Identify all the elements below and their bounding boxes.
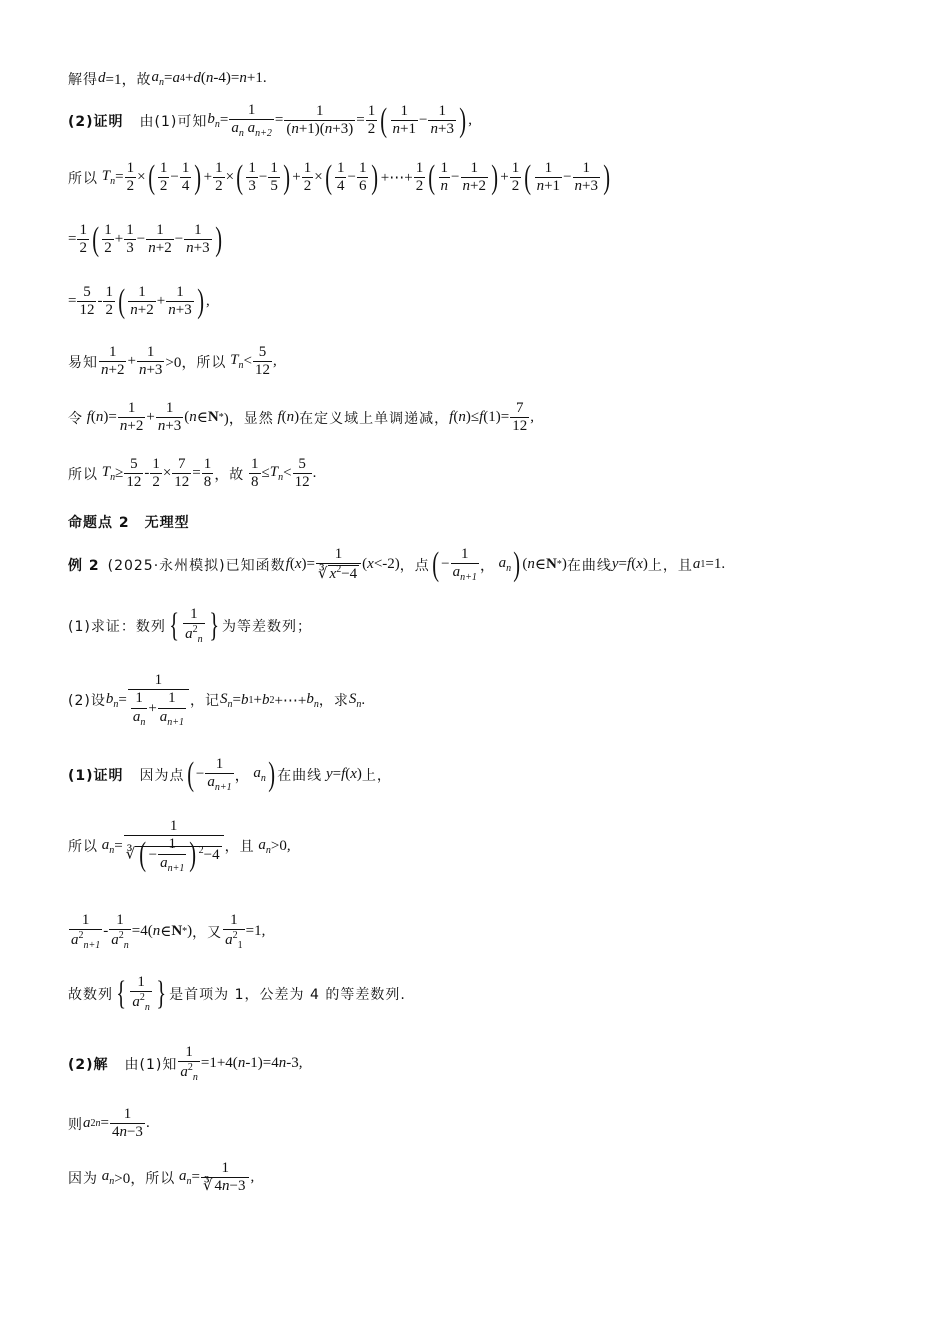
text: 在曲线: [566, 557, 612, 574]
text: 在定义域上单调递减，: [299, 410, 450, 427]
text: 故: [229, 466, 245, 483]
text: ，求: [318, 693, 349, 709]
math-line: 所以 $a_n$ = 1 ∛ ( − $\frac{1}{a_{n+1}}$ ) $^2$−4 ，且 $a_n$ >0,: [68, 818, 291, 874]
part-label: (2)解: [68, 1056, 109, 1073]
text: (2025·永州模拟)已知函数: [107, 557, 286, 574]
text: 则: [68, 1116, 83, 1133]
text: 所以: [68, 466, 98, 483]
text: 所以: [68, 170, 98, 187]
math-line: 令 f ( n )= $\frac{1}{n+2}$ + $\frac{1}{n+3}$ ( n ∈ N * )， 显然 f ( n ) 在定义域上单调递减， f ( n )≤ f (1)= $\frac{7}{12}$ ,: [68, 400, 534, 435]
math-line: (1)证明 因为点 ( − $\frac{1}{a_{n+1}}$ ， $a_n$ ) 在曲线 y = f ( x ) 上，: [68, 755, 392, 794]
math-line: 所以 $T_n$ = $\frac{1}{2}$ × ( $\frac{1}{2}$ − $\frac{1}{4}$ ) + $\frac{1}{2}$ × ( $\frac{1}{3}$ − $\frac{1}{5}$ ) + $\frac{1}{2}$ × ( $\frac{1}{4}$ − $\frac{1}{6}$ ) +⋯+ $\frac{1}{2}$ ( $\frac{1}{n}$ − $\frac{1}{n+2}$ ) + $\frac{1}{2}$ ( $\frac{1}{n+1}$ − $\frac{1}{n+3}$ ): [68, 158, 611, 196]
math-line: 故数列 { $\frac{1}{a^2_n}$ } 是首项为 1，公差为 4 的等差数列.: [68, 974, 406, 1014]
text: 为等差数列；: [222, 618, 312, 635]
text: 由(1)知: [124, 1056, 178, 1073]
text: 数列: [135, 618, 166, 635]
text: ，又: [192, 924, 223, 941]
text: 令: [68, 410, 83, 427]
text: ，且: [224, 839, 255, 855]
text: 因为点: [139, 767, 185, 784]
text: 易知: [68, 354, 98, 371]
text: (1)求证：: [68, 618, 136, 635]
part-label: (1)证明: [68, 767, 124, 784]
text: ，点: [399, 557, 430, 574]
text: 上，: [361, 767, 392, 784]
math-line: (2)解 由(1)知 $\frac{1}{a^2_n}$ =1+4( n -1)=4 n -3,: [68, 1044, 303, 1084]
text: 因为: [68, 1170, 98, 1187]
section-title: 命题点 2 无理型: [68, 515, 190, 531]
text: 所以: [196, 354, 227, 371]
text: 所以: [68, 839, 98, 855]
math-line: (2)证明 由(1)可知 $b_n$ = $\frac{1}{a_n a_{n+2}}$ = $\frac{1}{(n+1)(n+3)}$ = $\frac{1}{2}$ ( $\frac{1}{n+1}$ − $\frac{1}{n+3}$ ) ,: [68, 101, 473, 140]
math-line: (1)求证： 数列 { $\frac{1}{a^2_n}$ } 为等差数列；: [68, 606, 312, 646]
text: 是首项为 1，公差为 4 的等差数列.: [169, 986, 406, 1003]
text: 所以: [145, 1170, 176, 1187]
text: 显然: [243, 410, 274, 427]
text: 故数列: [68, 986, 113, 1003]
text: ，记: [190, 693, 221, 709]
math-line: = $\frac{5}{12}$ - $\frac{1}{2}$ ( $\frac{1}{n+2}$ + $\frac{1}{n+3}$ ) ,: [68, 282, 210, 320]
math-line: = $\frac{1}{2}$ ( $\frac{1}{2}$ + $\frac{1}{3}$ − $\frac{1}{n+2}$ − $\frac{1}{n+3}$ ): [68, 220, 222, 258]
text: 由(1)可知: [139, 113, 208, 130]
math-line: 所以 $T_n$ ≥ $\frac{5}{12}$ - $\frac{1}{2}$ × $\frac{7}{12}$ = $\frac{1}{8}$ ， 故 $\frac{1}{8}$ ≤ $T_n$ < $\frac{5}{12}$ .: [68, 456, 317, 491]
text: 上，且: [647, 557, 693, 574]
math-line: 则 a 2 n = $\frac{1}{4n-3}$ .: [68, 1106, 150, 1141]
example-label: 例 2: [68, 557, 100, 574]
text-line: 解得 d =1， 故 $a_n$ = a 4 + d ( n -4)= n +1.: [68, 69, 267, 88]
math-line: $\frac{1}{a^2_{n+1}}$ - $\frac{1}{a^2_n}$ =4( n ∈ N * ) ，又 $\frac{1}{a^2_1}$ =1,: [71, 912, 266, 952]
math-line: (2)设 $b_n$ = 1 $\frac{1}{a_n}$ + $\frac{1}{a_{n+1}}$ ，记 $S_n$ = b 1 + b 2 +⋯+ $b_n$ ，求 $S_n$ .: [68, 672, 366, 728]
math-line: 例 2 (2025·永州模拟)已知函数 f ( x )= $\frac{1}{∛ x^2-4}$ ( x <-2) ，点 ( − $\frac{1}{a_{n+1}}$ ， $a_n$ ) ( n ∈ N * ) 在曲线 y = f ( x ) 上，且 a 1 =1.: [68, 545, 726, 584]
math-line: 因为 $a_n$ >0， 所以 $a_n$ = $\frac{1}{∛ 4n-3}$ ,: [68, 1160, 255, 1195]
text: (2)设: [68, 693, 106, 709]
part-label: (2)证明: [68, 113, 124, 130]
text: 在曲线: [277, 767, 323, 784]
math-line: 易知 $\frac{1}{n+2}$ + $\frac{1}{n+3}$ >0， 所以 $T_n$ < $\frac{5}{12}$ ,: [68, 344, 277, 379]
